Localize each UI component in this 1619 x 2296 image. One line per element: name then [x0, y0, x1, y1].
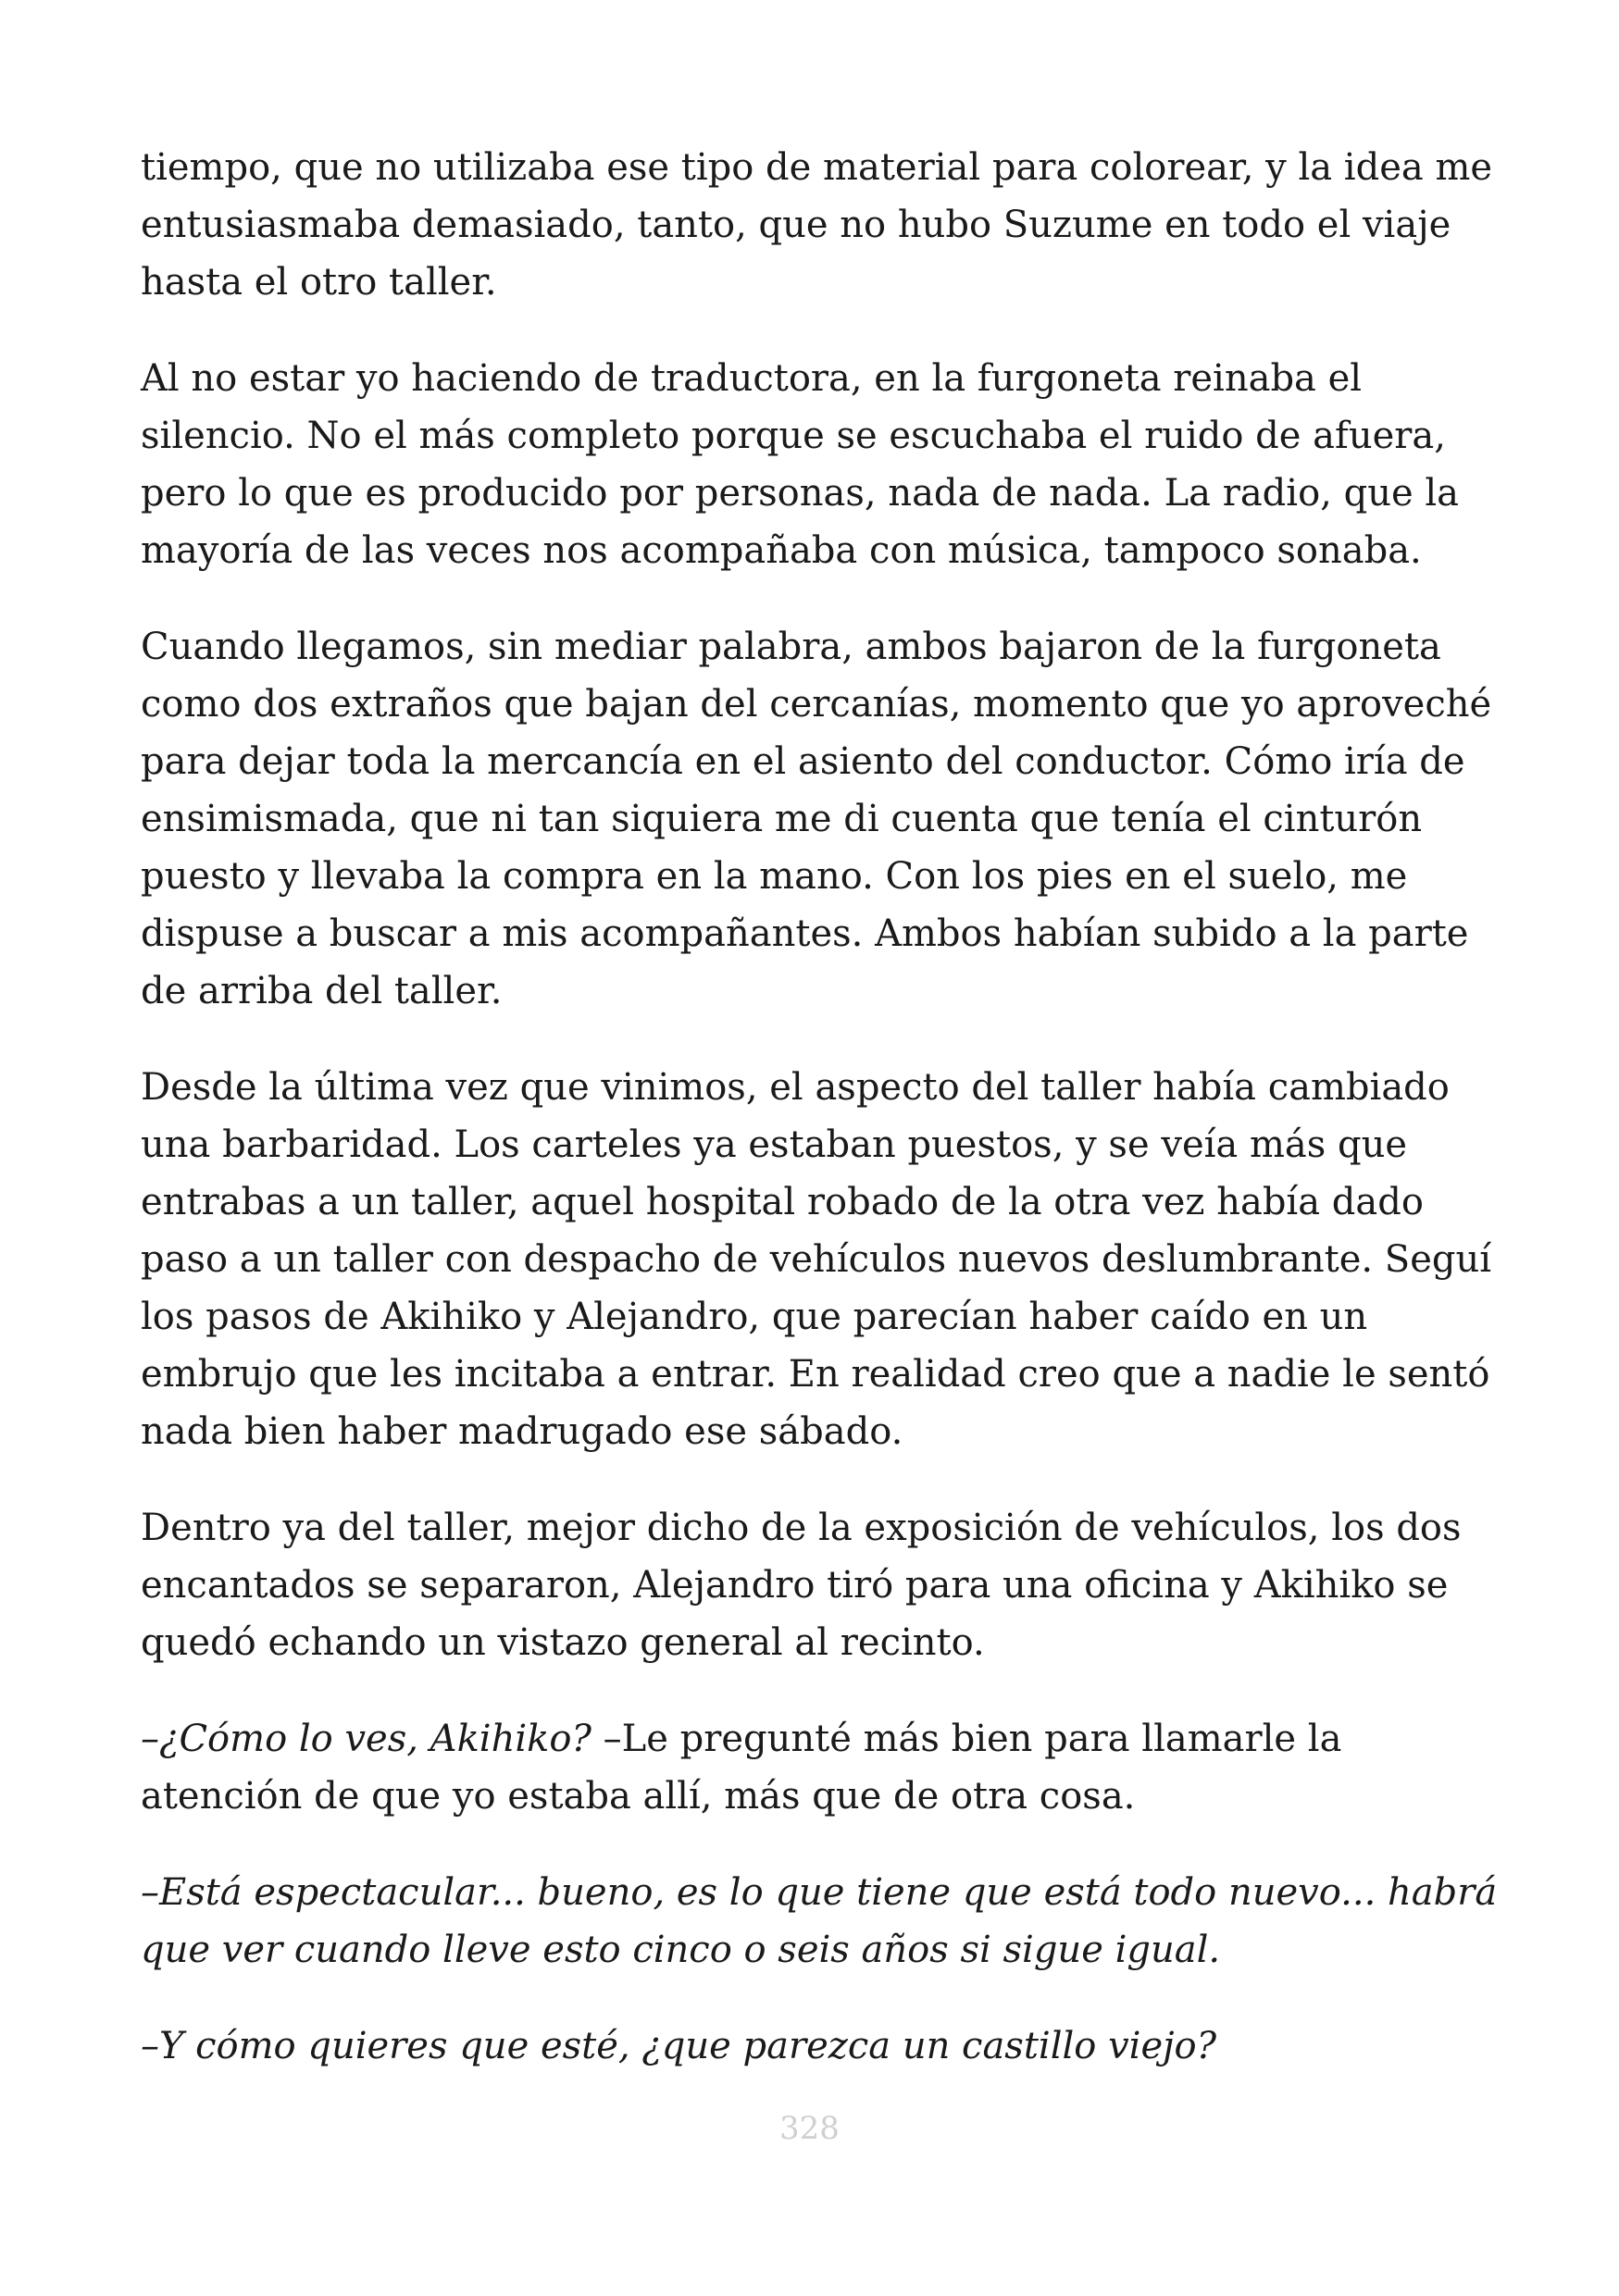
dialogue-2: –Está espectacular... bueno, es lo que tiene que está todo nuevo... habrá que ver cuando lleve esto cinco o seis años si sigue igual. [141, 1871, 1498, 1971]
page-number: 328 [779, 2110, 840, 2147]
dialogue-1-speech: –¿Cómo lo ves, Akihiko? [141, 1718, 592, 1760]
paragraph-5: Dentro ya del taller, mejor dicho de la exposición de vehículos, los dos encantados se separaron, Alejandro tiró para una oficina y Akihiko se quedó echando un vistazo general al recinto. [141, 1507, 1462, 1664]
dialogue-1-narration: –Le pregunté más bien para llamarle la atención de que yo estaba allí, más que de otra cosa. [141, 1718, 1342, 1818]
paragraph-2: Al no estar yo haciendo de traductora, en la furgoneta reinaba el silencio. No el más completo porque se escuchaba el ruido de afuera, pero lo que es producido por personas, nada de nada. La radio, que la mayoría de las veces nos acompañaba con música, tampoco sonaba. [141, 357, 1459, 572]
body-text [141, 139, 1501, 2075]
dialogue-3: –Y cómo quieres que esté, ¿que parezca un castillo viejo? [141, 2025, 1217, 2067]
dialogue-1 [141, 1710, 1501, 1825]
paragraph-3: Cuando llegamos, sin mediar palabra, ambos bajaron de la furgoneta como dos extraños que bajan del cercanías, momento que yo aproveché para dejar toda la mercancía en el asiento del conductor. Cómo iría de ensimismada, que ni tan siquiera me di cuenta que tenía el cinturón puesto y llevaba la compra en la mano. Con los pies en el suelo, me dispuse a buscar a mis acompañantes. Ambos habían subido a la parte de arriba del taller. [141, 626, 1492, 1012]
paragraph-4: Desde la última vez que vinimos, el aspecto del taller había cambiado una barbaridad. Los carteles ya estaban puestos, y se veía más que entrabas a un taller, aquel hospital robado de la otra vez había dado paso a un taller con despacho de vehículos nuevos deslumbrante. Seguí los pasos de Akihiko y Alejandro, que parecían haber caído en un embrujo que les incitaba a entrar. En realidad creo que a nadie le sentó nada bien haber madrugado ese sábado. [141, 1066, 1492, 1453]
paragraph-1: tiempo, que no utilizaba ese tipo de material para colorear, y la idea me entusiasmaba demasiado, tanto, que no hubo Suzume en todo el viaje hasta el otro taller. [141, 146, 1493, 304]
